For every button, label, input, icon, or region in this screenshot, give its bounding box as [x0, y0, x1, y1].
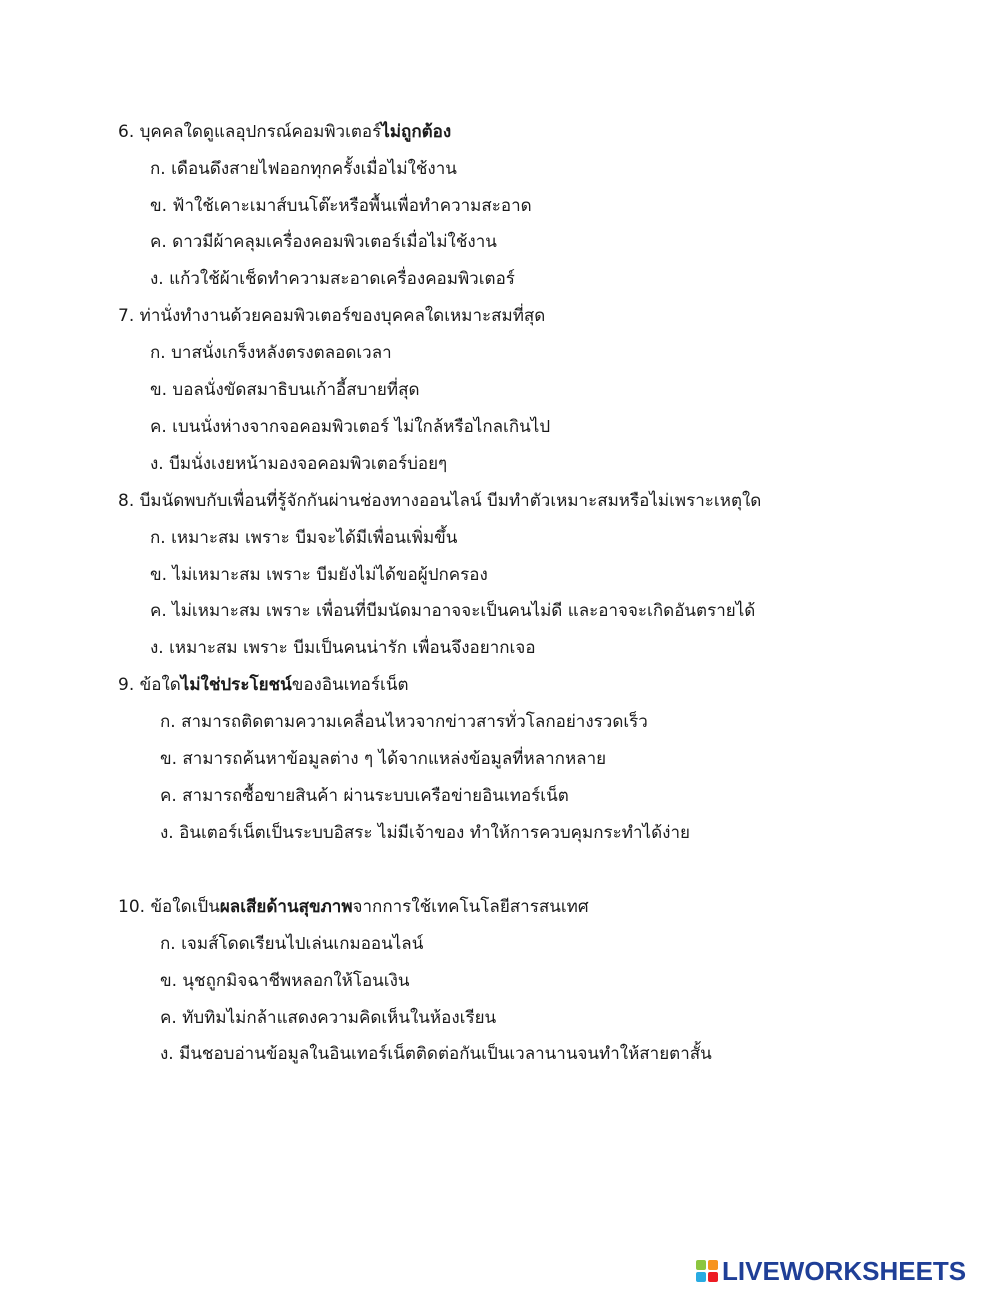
question-7 [118, 304, 545, 328]
choice: ค. สามารถซื้อขายสินค้า ผ่านระบบเครือข่ายอินเทอร์เน็ต [160, 786, 569, 806]
choice: ค. เบนนั่งห่างจากจอคอมพิวเตอร์ ไม่ใกล้หรือไกลเกินไป [150, 417, 551, 437]
question-8 [118, 489, 761, 513]
question-text: 7. ท่านั่งทำงานด้วยคอมพิวเตอร์ของบุคคลใดเหมาะสมที่สุด [118, 306, 546, 326]
logo-text: LIVEWORKSHEETS [722, 1256, 967, 1286]
choice: ง. เหมาะสม เพราะ บีมเป็นคนน่ารัก เพื่อนจึงอยากเจอ [150, 638, 536, 658]
logo-square-icon [708, 1260, 718, 1270]
question-text: 8. บีมนัดพบกับเพื่อนที่รู้จักกันผ่านช่องทางออนไลน์ บีมทำตัวเหมาะสมหรือไม่เพราะเหตุใด [118, 491, 762, 511]
liveworksheets-logo[interactable] [696, 1256, 966, 1286]
question-emphasis: ไม่ใช่ประโยชน์ [180, 675, 292, 695]
choice: ค. ไม่เหมาะสม เพราะ เพื่อนที่บีมนัดมาอาจจะเป็นคนไม่ดี และอาจจะเกิดอันตรายได้ [150, 601, 756, 621]
choice: ข. ไม่เหมาะสม เพราะ บีมยังไม่ได้ขอผู้ปกครอง [150, 565, 488, 585]
choice: ง. อินเตอร์เน็ตเป็นระบบอิสระ ไม่มีเจ้าของ ทำให้การควบคุมกระทำได้ง่าย [160, 823, 690, 843]
question-text: 6. บุคคลใดดูแลอุปกรณ์คอมพิวเตอร์ [118, 122, 382, 142]
choice: ง. มีนชอบอ่านข้อมูลในอินเทอร์เน็ตติดต่อกันเป็นเวลานานจนทำให้สายตาสั้น [160, 1044, 712, 1064]
choice: ก. บาสนั่งเกร็งหลังตรงตลอดเวลา [150, 343, 392, 363]
choice: ก. เดือนดึงสายไฟออกทุกครั้งเมื่อไม่ใช้งาน [150, 159, 457, 179]
choice: ค. ดาวมีผ้าคลุมเครื่องคอมพิวเตอร์เมื่อไม่ใช้งาน [150, 232, 497, 252]
question-text-suffix: ของอินเทอร์เน็ต [291, 675, 409, 695]
choice: ข. นุชถูกมิจฉาชีพหลอกให้โอนเงิน [160, 971, 410, 991]
choice: ก. เหมาะสม เพราะ บีมจะได้มีเพื่อนเพิ่มขึ้น [150, 528, 458, 548]
question-9 [118, 673, 409, 697]
question-6 [118, 120, 451, 144]
logo-mark-icon [696, 1260, 718, 1282]
choice: ก. สามารถติดตามความเคลื่อนไหวจากข่าวสารทั่วโลกอย่างรวดเร็ว [160, 712, 648, 732]
choice: ง. แก้วใช้ผ้าเช็ดทำความสะอาดเครื่องคอมพิวเตอร์ [150, 269, 515, 289]
choice: ข. สามารถค้นหาข้อมูลต่าง ๆ ได้จากแหล่งข้อมูลที่หลากหลาย [160, 749, 607, 769]
choice: ค. ทับทิมไม่กล้าแสดงความคิดเห็นในห้องเรียน [160, 1008, 497, 1028]
question-emphasis: ไม่ถูกต้อง [381, 122, 452, 142]
question-10 [118, 895, 589, 919]
choice: ข. บอลนั่งขัดสมาธิบนเก้าอี้สบายที่สุด [150, 380, 420, 400]
choice: ง. บีมนั่งเงยหน้ามองจอคอมพิวเตอร์บ่อยๆ [150, 454, 448, 474]
choice: ก. เจมส์โดดเรียนไปเล่นเกมออนไลน์ [160, 934, 424, 954]
logo-square-icon [708, 1272, 718, 1282]
question-text: 10. ข้อใดเป็น [118, 897, 220, 917]
question-text-suffix: จากการใช้เทคโนโลยีสารสนเทศ [352, 897, 589, 917]
question-text: 9. ข้อใด [118, 675, 181, 695]
choice: ข. ฟ้าใช้เคาะเมาส์บนโต๊ะหรือพื้นเพื่อทำความสะอาด [150, 196, 532, 216]
logo-square-icon [696, 1272, 706, 1282]
question-emphasis: ผลเสียด้านสุขภาพ [219, 897, 353, 917]
logo-square-icon [696, 1260, 706, 1270]
